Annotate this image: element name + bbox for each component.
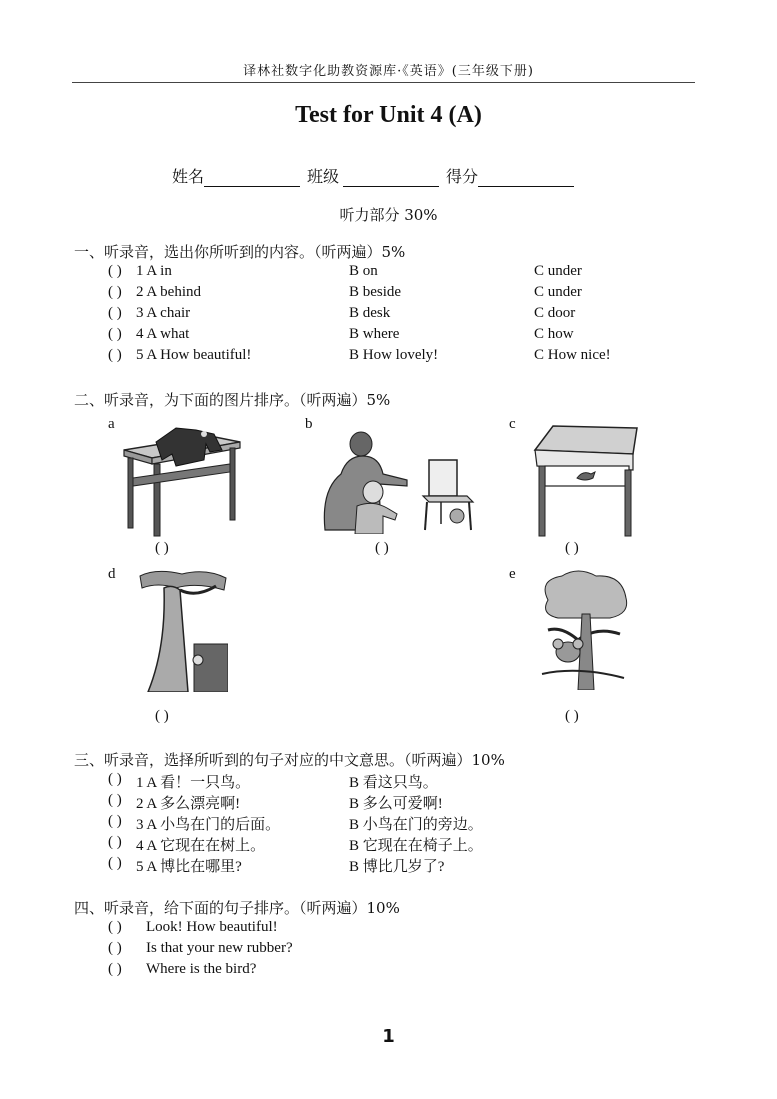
section3-heading: 三、听录音，选择所听到的句子对应的中文意思。（听两遍）10% (74, 751, 505, 769)
picture-d-tree (136, 568, 228, 692)
s1-option-a: 4 A what (136, 326, 190, 342)
picture-label-e: e (509, 566, 516, 582)
picture-label-c: c (509, 416, 516, 432)
class-blank (343, 168, 439, 187)
s1-option-c: C under (534, 284, 582, 300)
s3-option-a: 3 A 小鸟在门的后面。 (136, 817, 281, 833)
s1-option-b: B desk (349, 305, 391, 321)
s1-option-a: 1 A in (136, 263, 172, 279)
s3-option-b: B 博比几岁了? (349, 859, 445, 875)
picture-c-answer: ( ) (565, 540, 579, 556)
s1-answer-paren: ( ) (108, 263, 122, 279)
picture-e-answer: ( ) (565, 708, 579, 724)
s3-answer-paren: ( ) (108, 834, 122, 850)
s1-answer-paren: ( ) (108, 326, 122, 342)
s1-option-a: 5 A How beautiful! (136, 347, 252, 363)
page-title: Test for Unit 4 (A) (295, 102, 482, 128)
s3-answer-paren: ( ) (108, 813, 122, 829)
s1-option-a: 2 A behind (136, 284, 202, 300)
s4-answer-paren: ( ) (108, 919, 122, 935)
s3-option-b: B 它现在在椅子上。 (349, 838, 483, 854)
s1-option-c: C How nice! (534, 347, 611, 363)
page-number: 1 (382, 1026, 395, 1047)
s3-answer-paren: ( ) (108, 855, 122, 871)
s1-answer-paren: ( ) (108, 284, 122, 300)
score-field-group (446, 164, 574, 187)
s4-sentence: Where is the bird? (146, 961, 257, 977)
s3-answer-paren: ( ) (108, 792, 122, 808)
section4-heading: 四、听录音，给下面的句子排序。（听两遍）10% (74, 899, 400, 917)
s4-answer-paren: ( ) (108, 961, 122, 977)
score-label: 得分 (446, 167, 479, 186)
s3-answer-paren: ( ) (108, 771, 122, 787)
class-label: 班级 (307, 167, 340, 186)
s3-option-a: 2 A 多么漂亮啊! (136, 796, 241, 812)
s4-answer-paren: ( ) (108, 940, 122, 956)
score-blank (478, 168, 574, 187)
picture-d-answer: ( ) (155, 708, 169, 724)
s1-option-b: B How lovely! (349, 347, 439, 363)
s1-option-c: C under (534, 263, 582, 279)
name-field-group (172, 164, 300, 187)
picture-label-a: a (108, 416, 115, 432)
s1-option-c: C how (534, 326, 574, 342)
s1-option-b: B beside (349, 284, 402, 300)
s1-option-c: C door (534, 305, 576, 321)
s3-option-a: 5 A 博比在哪里? (136, 859, 242, 875)
s4-sentence: Look! How beautiful! (146, 919, 278, 935)
class-field-group (307, 164, 439, 187)
s1-answer-paren: ( ) (108, 347, 122, 363)
s3-option-a: 1 A 看！一只鸟。 (136, 775, 251, 791)
picture-e-tree-with-mouse (538, 570, 628, 690)
s1-answer-paren: ( ) (108, 305, 122, 321)
s1-option-a: 3 A chair (136, 305, 191, 321)
s3-option-b: B 看这只鸟。 (349, 775, 438, 791)
name-label: 姓名 (172, 167, 205, 186)
picture-b-woman-and-chair (317, 430, 489, 534)
s4-sentence: Is that your new rubber? (146, 940, 293, 956)
header-rule (72, 82, 695, 83)
picture-c-desk-with-bird (533, 424, 639, 538)
name-blank (204, 168, 300, 187)
picture-label-b: b (305, 416, 313, 432)
picture-label-d: d (108, 566, 116, 582)
s3-option-b: B 小鸟在门的旁边。 (349, 817, 483, 833)
listening-subtitle: 听力部分 30% (339, 206, 438, 224)
section1-heading: 一、听录音，选出你所听到的内容。（听两遍）5% (74, 243, 406, 261)
picture-b-answer: ( ) (375, 540, 389, 556)
picture-a-desk-with-shirt (118, 420, 246, 538)
s3-option-b: B 多么可爱啊! (349, 796, 443, 812)
s1-option-b: B where (349, 326, 400, 342)
page-header: 译林社数字化助教资源库·《英语》(三年级下册) (243, 64, 534, 79)
picture-a-answer: ( ) (155, 540, 169, 556)
section2-heading: 二、听录音，为下面的图片排序。（听两遍）5% (74, 391, 391, 409)
s1-option-b: B on (349, 263, 378, 279)
s3-option-a: 4 A 它现在在树上。 (136, 838, 266, 854)
